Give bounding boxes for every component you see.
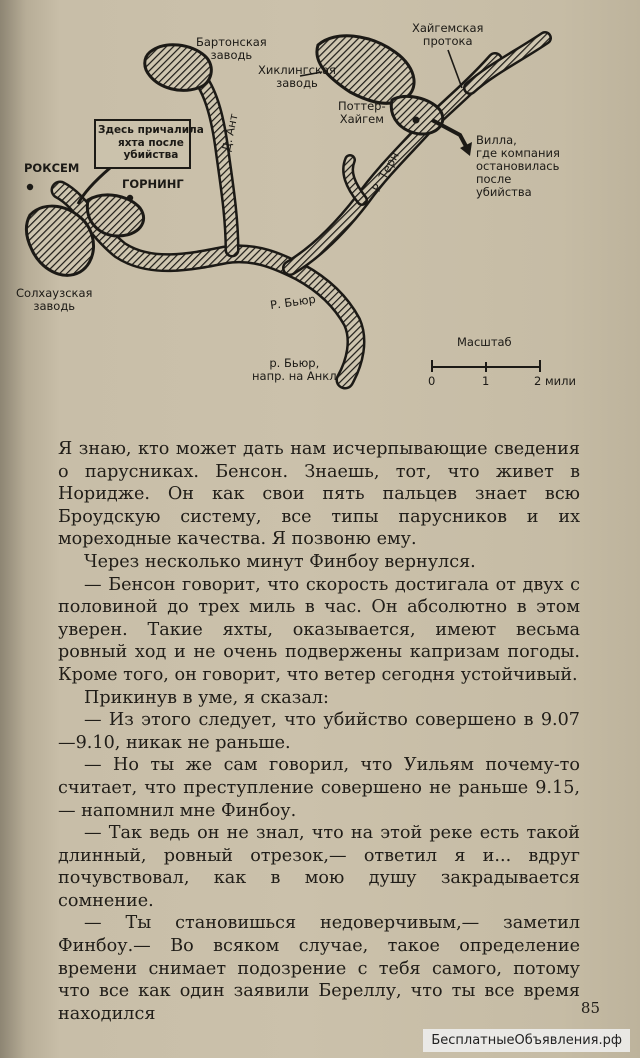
horning-dot: [127, 195, 133, 201]
potter-dot: [413, 117, 420, 124]
paragraph: — Но ты же сам говорил, что Уильям почему-то считает, что преступление совершено не раньше 9.15,— напомнил мне Финбоу.: [58, 755, 580, 821]
label-bure: Р. Бьюр: [269, 291, 317, 313]
scale-bar: [432, 360, 540, 372]
label-potter: Поттер- Хайгем: [338, 99, 386, 126]
label-barton: Бартонская заводь: [196, 35, 267, 62]
roxem-dot: [27, 184, 33, 190]
scale-tick-1: 1: [482, 374, 490, 388]
scale-tick-2: 2 мили: [534, 374, 576, 388]
paragraph: — Ты становишься недоверчивым,— заметил Финбоу.— Во всяком случае, такое определение времени снимает подозрение с тебя самого, потому что все как один заявили Береллу, что ты все время находился: [58, 913, 580, 1024]
label-villa: Вилла, где компания остановилась после убийства: [476, 133, 560, 199]
scale-tick-0: 0: [428, 374, 436, 388]
villa-arrow: [432, 120, 472, 156]
label-thurne: Р. Терн: [369, 149, 402, 195]
label-salhouse: Солхаузская заводь: [16, 286, 93, 313]
paragraph: — Так ведь он не знал, что на этой реке есть такой длинный, ровный отрезок,— ответил я и... вдруг почувствовал, как в мою душу закрадывается сомнение.: [58, 823, 580, 911]
potter-water: [391, 96, 442, 134]
body-text: [58, 438, 580, 1025]
paragraph: — Из этого следует, что убийство совершено в 9.07—9.10, никак не раньше.: [58, 710, 580, 753]
paragraph: Я знаю, кто может дать нам исчерпывающие сведения о парусниках. Бенсон. Знаешь, тот, что живет в Норидже. Он как свои пять пальцев знает всю Броудскую систему, все типы парусников и их мореходные качества. Я позвоню ему.: [58, 439, 580, 550]
label-bure-direction: р. Бьюр, напр. на Анкл: [252, 356, 337, 383]
thurne-branch: [348, 160, 362, 200]
label-ant: Д. Ант: [219, 112, 241, 153]
paragraph: Через несколько минут Финбоу вернулся.: [84, 551, 476, 572]
paragraph: Прикинув в уме, я сказал:: [84, 687, 329, 708]
river-ant: [200, 78, 232, 250]
paragraph: — Бенсон говорит, что скорость достигала от двух с половиной до трех миль в час. Он абсолютно в этом уверен. Такие яхты, оказывается, имеют весьма ровный ход и не очень подвержены капризам погоды. Кроме того, он говорит, что ветер сегодня устойчивый.: [58, 574, 580, 685]
watermark-link[interactable]: БесплатныеОбъявления.рф: [423, 1029, 630, 1052]
label-moored: Здесь причалила яхта после убийства: [98, 124, 204, 161]
label-roxem: РОКСЕМ: [24, 161, 80, 175]
label-horning: ГОРНИНГ: [122, 177, 184, 191]
page-number: 85: [580, 999, 600, 1017]
label-hickling: Хиклингская заводь: [258, 63, 336, 90]
label-scale: Масштаб: [457, 335, 512, 349]
label-haigem-channel: Хайгемская протока: [412, 21, 484, 48]
